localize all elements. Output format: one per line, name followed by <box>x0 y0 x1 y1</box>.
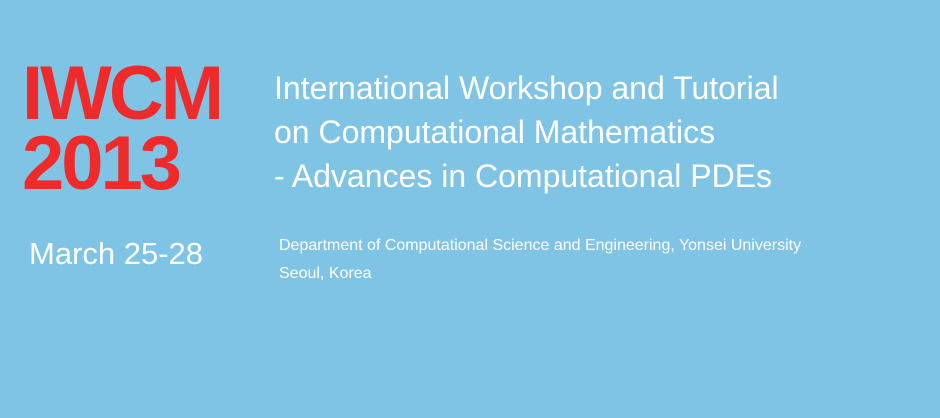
event-acronym: IWCM <box>22 51 222 136</box>
event-location: Seoul, Korea <box>279 265 372 282</box>
event-dates: March 25-28 <box>29 236 204 271</box>
event-title-line-3: - Advances in Computational PDEs <box>274 158 773 194</box>
event-title-line-2: on Computational Mathematics <box>274 114 716 150</box>
event-title <box>274 66 779 198</box>
event-title-line-1: International Workshop and Tutorial <box>274 70 779 106</box>
event-year: 2013 <box>22 121 180 206</box>
event-logo <box>22 51 222 206</box>
event-host: Department of Computational Science and Engineering, Yonsei University <box>279 237 802 254</box>
event-venue <box>279 232 801 288</box>
